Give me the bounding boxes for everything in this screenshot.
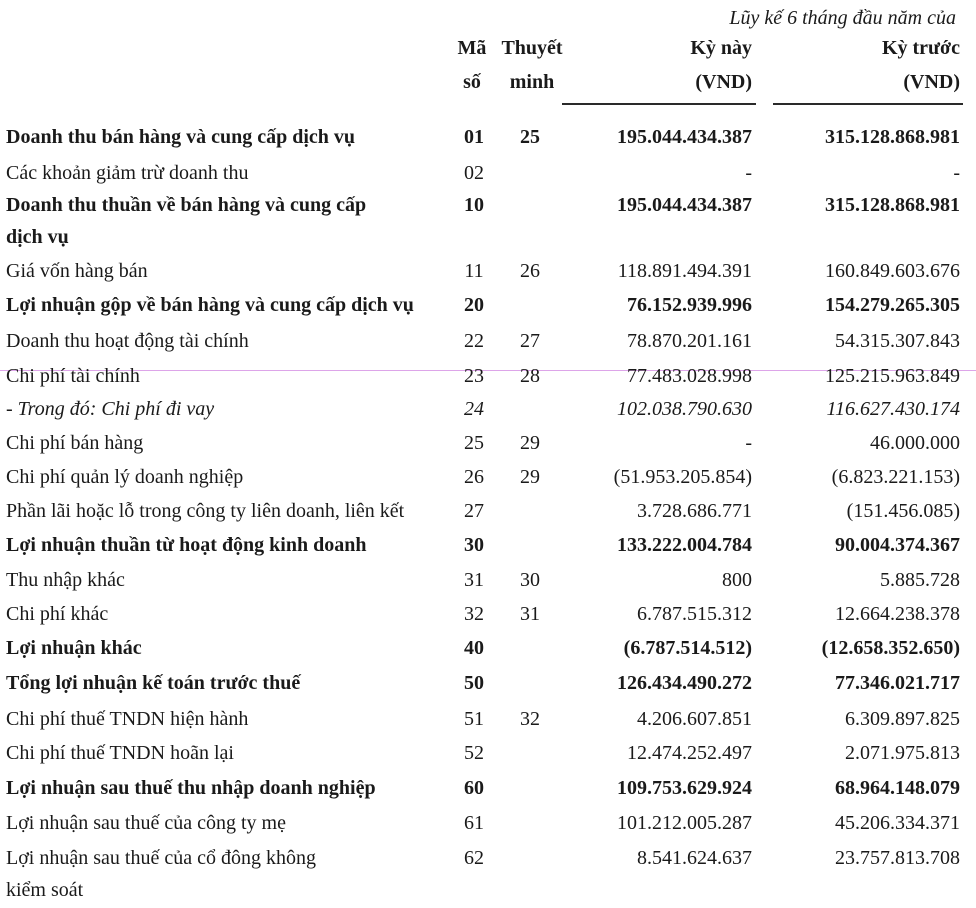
row-previous-value: (151.456.085) — [846, 500, 960, 522]
row-note: 27 — [520, 330, 540, 352]
row-current-value: 77.483.028.998 — [627, 365, 752, 387]
row-label: Chi phí thuế TNDN hoãn lại — [6, 742, 234, 764]
row-previous-value: - — [953, 162, 960, 184]
row-previous-value: 154.279.265.305 — [825, 294, 960, 316]
row-previous-value: 125.215.963.849 — [825, 365, 960, 387]
row-note: 29 — [520, 466, 540, 488]
row-label: Các khoản giảm trừ doanh thu — [6, 162, 249, 184]
row-code: 31 — [464, 569, 484, 591]
row-current-value: 6.787.515.312 — [637, 603, 752, 625]
row-label: Lợi nhuận sau thuế của cổ đông không kiểm soát — [6, 847, 316, 901]
row-code: 20 — [464, 294, 484, 316]
row-previous-value: 160.849.603.676 — [825, 260, 960, 282]
previous-period-header-line2: (VND) — [903, 71, 960, 93]
row-code: 01 — [464, 126, 484, 148]
row-current-value: 76.152.939.996 — [627, 294, 752, 316]
row-current-value: (51.953.205.854) — [613, 466, 752, 488]
row-label: Chi phí khác — [6, 603, 109, 625]
row-code: 10 — [464, 194, 484, 216]
row-label: Lợi nhuận khác — [6, 637, 142, 659]
row-note: 31 — [520, 603, 540, 625]
row-note: 25 — [520, 126, 540, 148]
row-current-value: 800 — [722, 569, 752, 591]
row-current-value: 12.474.252.497 — [627, 742, 752, 764]
row-code: 02 — [464, 162, 484, 184]
row-label: Lợi nhuận gộp về bán hàng và cung cấp dịch vụ — [6, 294, 414, 316]
row-previous-value: 6.309.897.825 — [845, 708, 960, 730]
row-code: 51 — [464, 708, 484, 730]
row-note: 30 — [520, 569, 540, 591]
row-label: Chi phí thuế TNDN hiện hành — [6, 708, 249, 730]
row-previous-value: 2.071.975.813 — [845, 742, 960, 764]
row-label: Thu nhập khác — [6, 569, 125, 591]
row-label: Phần lãi hoặc lỗ trong công ty liên doanh, liên kết — [6, 500, 405, 522]
row-code: 11 — [464, 260, 484, 282]
row-label: Lợi nhuận sau thuế của công ty mẹ — [6, 812, 286, 834]
row-label: Chi phí quản lý doanh nghiệp — [6, 466, 244, 488]
row-current-value: 101.212.005.287 — [617, 812, 752, 834]
row-previous-value: 77.346.021.717 — [835, 672, 960, 694]
row-note: 29 — [520, 432, 540, 454]
row-label: Chi phí tài chính — [6, 365, 140, 387]
row-label: Doanh thu thuần về bán hàng và cung cấp dịch vụ — [6, 194, 367, 248]
current-period-header-line2: (VND) — [695, 71, 752, 93]
row-code: 61 — [464, 812, 484, 834]
row-current-value: 195.044.434.387 — [617, 126, 752, 148]
row-previous-value: 116.627.430.174 — [826, 398, 960, 420]
row-label: Giá vốn hàng bán — [6, 260, 148, 282]
row-code: 23 — [464, 365, 484, 387]
row-current-value: 78.870.201.161 — [627, 330, 752, 352]
row-current-value: 3.728.686.771 — [637, 500, 752, 522]
row-note: 26 — [520, 260, 540, 282]
row-code: 60 — [464, 777, 484, 799]
period-heading: Lũy kế 6 tháng đầu năm của — [729, 7, 956, 29]
row-code: 50 — [464, 672, 484, 694]
row-code: 30 — [464, 534, 484, 556]
row-previous-value: (6.823.221.153) — [831, 466, 960, 488]
row-current-value: 4.206.607.851 — [637, 708, 752, 730]
row-label: Tổng lợi nhuận kế toán trước thuế — [6, 672, 301, 694]
row-label: Lợi nhuận thuần từ hoạt động kinh doanh — [6, 534, 367, 556]
row-current-value: 8.541.624.637 — [637, 847, 752, 869]
row-code: 26 — [464, 466, 484, 488]
row-code: 25 — [464, 432, 484, 454]
row-label: Doanh thu bán hàng và cung cấp dịch vụ — [6, 126, 356, 148]
row-previous-value: (12.658.352.650) — [821, 637, 960, 659]
row-current-value: 195.044.434.387 — [617, 194, 752, 216]
row-label: - Trong đó: Chi phí đi vay — [6, 398, 215, 420]
note-header-line1: Thuyết — [501, 37, 563, 59]
row-previous-value: 12.664.238.378 — [835, 603, 960, 625]
row-code: 24 — [464, 398, 484, 420]
row-code: 62 — [464, 847, 484, 869]
row-current-value: 126.434.490.272 — [617, 672, 752, 694]
row-label: Lợi nhuận sau thuế thu nhập doanh nghiệp — [6, 777, 376, 799]
row-previous-value: 5.885.728 — [880, 569, 960, 591]
note-header-line2: minh — [509, 71, 555, 93]
row-previous-value: 315.128.868.981 — [825, 126, 960, 148]
previous-period-underline — [773, 103, 963, 105]
row-code: 22 — [464, 330, 484, 352]
row-current-value: (6.787.514.512) — [623, 637, 752, 659]
row-previous-value: 315.128.868.981 — [825, 194, 960, 216]
row-code: 27 — [464, 500, 484, 522]
row-previous-value: 54.315.307.843 — [835, 330, 960, 352]
current-period-header-line1: Kỳ này — [690, 37, 752, 59]
row-note: 28 — [520, 365, 540, 387]
row-current-value: - — [745, 162, 752, 184]
code-header-line1: Mã — [457, 37, 487, 59]
row-current-value: 109.753.629.924 — [617, 777, 752, 799]
row-previous-value: 45.206.334.371 — [835, 812, 960, 834]
row-previous-value: 68.964.148.079 — [835, 777, 960, 799]
row-current-value: - — [745, 432, 752, 454]
row-current-value: 118.891.494.391 — [617, 260, 752, 282]
row-code: 32 — [464, 603, 484, 625]
row-previous-value: 23.757.813.708 — [835, 847, 960, 869]
row-note: 32 — [520, 708, 540, 730]
code-header-line2: số — [463, 71, 481, 93]
row-code: 52 — [464, 742, 484, 764]
previous-period-header-line1: Kỳ trước — [881, 37, 960, 59]
row-previous-value: 46.000.000 — [870, 432, 960, 454]
row-label: Chi phí bán hàng — [6, 432, 144, 454]
current-period-underline — [562, 103, 756, 105]
row-label: Doanh thu hoạt động tài chính — [6, 330, 249, 352]
row-previous-value: 90.004.374.367 — [835, 534, 960, 556]
row-code: 40 — [464, 637, 484, 659]
row-current-value: 133.222.004.784 — [617, 534, 752, 556]
row-current-value: 102.038.790.630 — [617, 398, 752, 420]
